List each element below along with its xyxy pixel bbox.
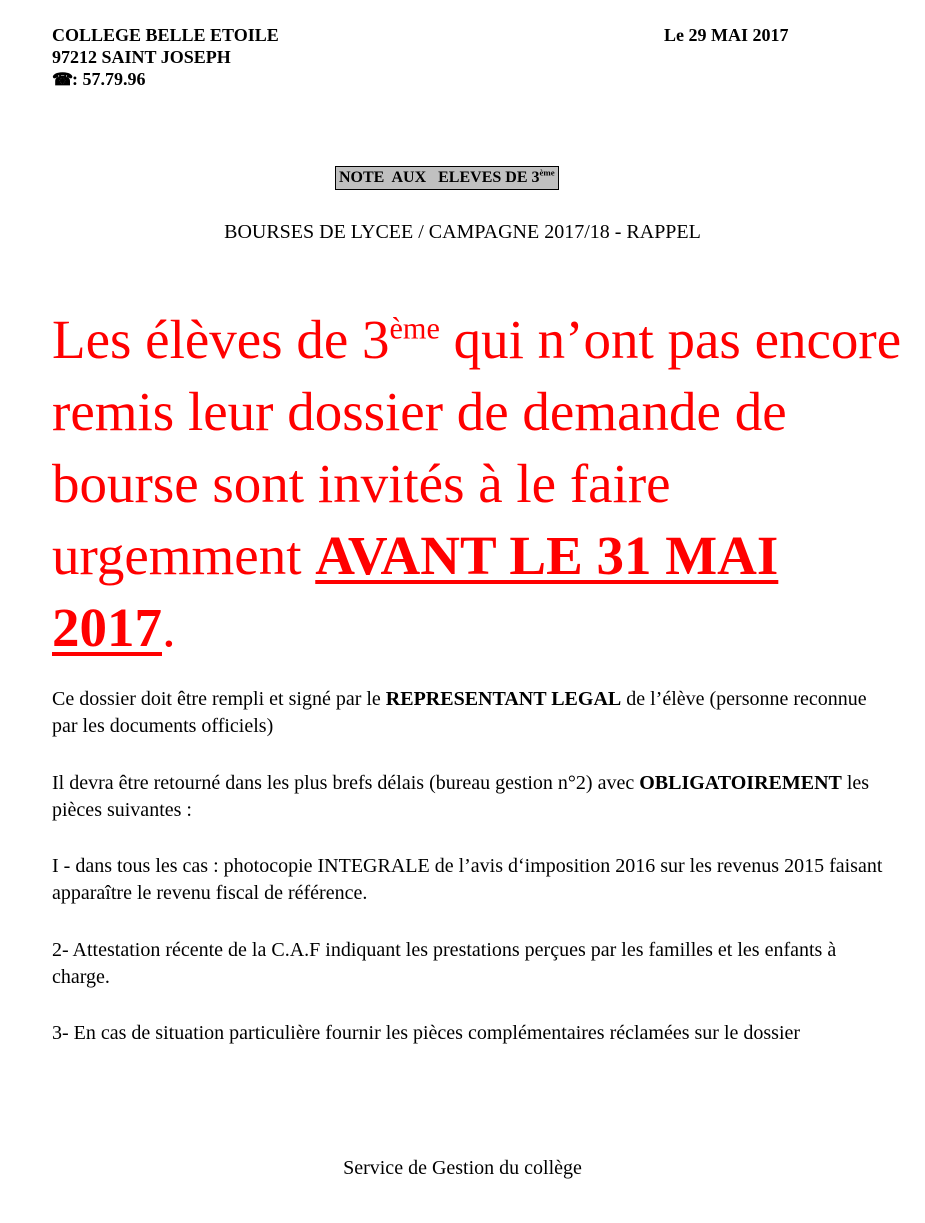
paragraph-item-3: 3- En cas de situation particulière fournir les pièces complémentaires réclamées sur le dossier xyxy=(52,1022,801,1044)
paragraph-text: les pièces suivantes : xyxy=(52,772,870,821)
school-phone xyxy=(52,68,279,91)
paragraph-return-instructions xyxy=(52,770,892,824)
paragraph-bold-text: OBLIGATOIREMENT xyxy=(639,772,842,794)
announcement xyxy=(52,304,902,664)
announcement-deadline: AVANT LE 31 MAI 2017 xyxy=(52,525,779,658)
school-header xyxy=(52,24,279,91)
paragraph-legal-representative xyxy=(52,686,892,740)
paragraph-text: Ce dossier doit être rempli et signé par le xyxy=(52,688,386,710)
note-title-text: NOTE AUX ELEVES DE 3 xyxy=(339,169,540,186)
signature: Service de Gestion du collège xyxy=(343,1157,582,1179)
school-address: 97212 SAINT JOSEPH xyxy=(52,47,231,67)
announcement-part2: qui n’ont pas encore remis leur dossier de demande de bourse sont invités à le faire urgemment xyxy=(52,309,902,586)
paragraph-item-2: 2- Attestation récente de la C.A.F indiquant les prestations perçues par les familles et les enfants à charge. xyxy=(52,939,837,988)
campaign-heading: BOURSES DE LYCEE / CAMPAGNE 2017/18 - RAPPEL xyxy=(224,221,701,243)
paragraph-text: de l’élève (personne reconnue par les documents officiels) xyxy=(52,688,867,737)
note-title-superscript: ème xyxy=(539,167,555,178)
paragraph-text: Il devra être retourné dans les plus brefs délais (bureau gestion n°2) avec xyxy=(52,772,640,794)
school-name: COLLEGE BELLE ETOILE xyxy=(52,25,279,45)
paragraph-bold-text: REPRESENTANT LEGAL xyxy=(385,688,622,710)
announcement-end: . xyxy=(162,597,176,658)
phone-number: : 57.79.96 xyxy=(72,69,146,89)
paragraph-item-1: I - dans tous les cas : photocopie INTEGRALE de l’avis d‘imposition 2016 sur les revenus 2015 faisant apparaître le revenu fiscal de référence. xyxy=(52,855,883,904)
announcement-superscript: ème xyxy=(389,311,440,346)
telephone-icon: ☎ xyxy=(52,70,74,89)
announcement-part1: Les élèves de 3 xyxy=(52,309,390,370)
note-title xyxy=(335,166,559,190)
document-date: Le 29 MAI 2017 xyxy=(664,25,789,45)
